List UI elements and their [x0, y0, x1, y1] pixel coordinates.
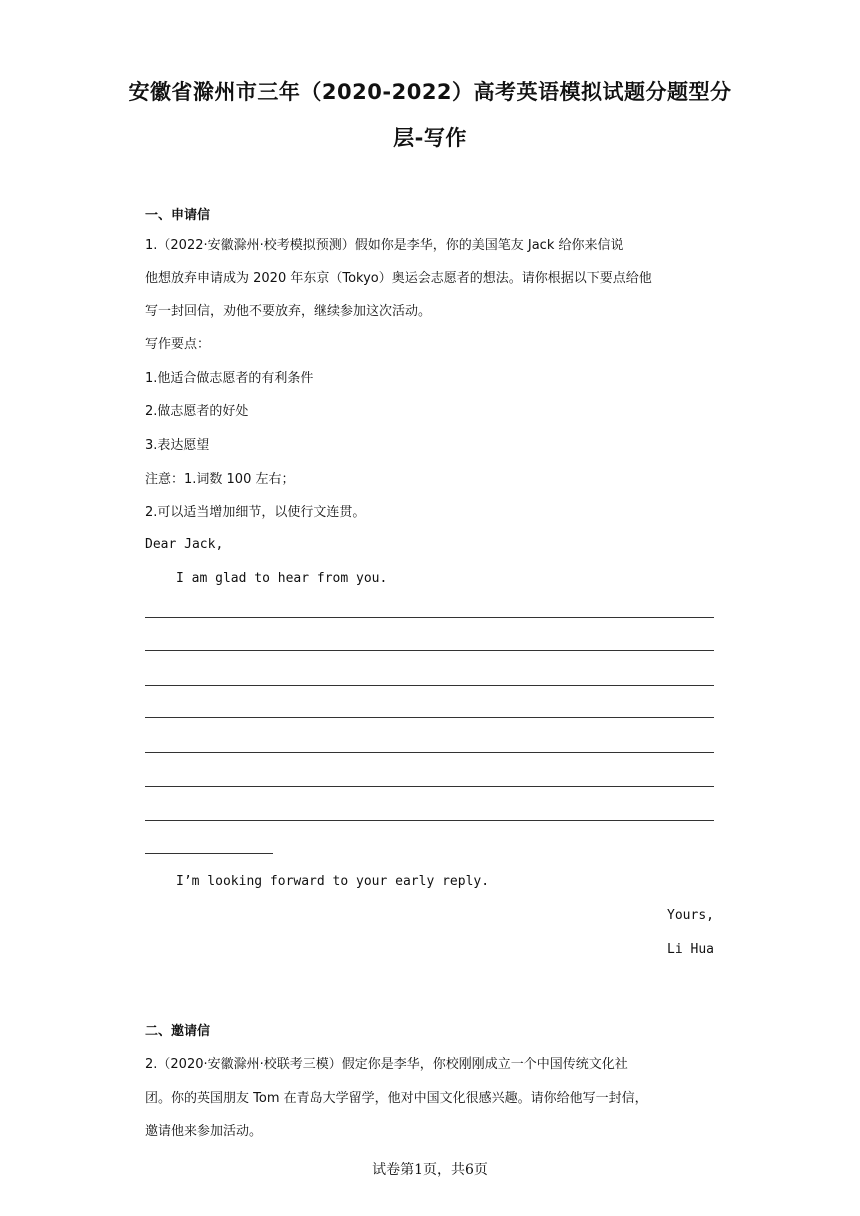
answer-line	[145, 685, 714, 686]
answer-line	[145, 752, 714, 753]
question2-line1: 2.（2020·安徽滁州·校联考三模）假定你是李华，你校刚刚成立一个中国传统文化社	[145, 1057, 628, 1072]
question1-line2: 他想放弃申请成为 2020 年东京（Tokyo）奥运会志愿者的想法。请你根据以下要点给他	[145, 271, 652, 286]
writing-point-2: 2.做志愿者的好处	[145, 404, 249, 419]
letter-signoff: Yours,	[667, 908, 714, 923]
answer-line	[145, 820, 714, 821]
letter-opening: I am glad to hear from you.	[176, 571, 388, 586]
document-title-line2: 层-写作	[393, 126, 467, 150]
answer-line	[145, 650, 714, 651]
section2-heading: 二、邀请信	[145, 1024, 211, 1039]
question1-line3: 写一封回信，劝他不要放弃，继续参加这次活动。	[145, 304, 432, 319]
letter-signature: Li Hua	[667, 942, 714, 957]
question2-line2: 团。你的英国朋友 Tom 在青岛大学留学，他对中国文化很感兴趣。请你给他写一封信，	[145, 1091, 648, 1106]
note-line-1: 注意：1.词数 100 左右；	[145, 472, 295, 487]
answer-line	[145, 617, 714, 618]
section1-heading: 一、申请信	[145, 208, 211, 223]
document-title-line1: 安徽省滁州市三年（2020-2022）高考英语模拟试题分题型分	[128, 80, 732, 104]
answer-line	[145, 717, 714, 718]
writing-point-3: 3.表达愿望	[145, 438, 210, 453]
page-footer: 试卷第1页，共6页	[372, 1162, 488, 1178]
answer-line-short	[145, 853, 273, 854]
letter-closing: I’m looking forward to your early reply.	[176, 874, 490, 889]
writing-points-label: 写作要点：	[145, 337, 211, 352]
answer-line	[145, 786, 714, 787]
letter-salutation: Dear Jack,	[145, 537, 224, 552]
writing-point-1: 1.他适合做志愿者的有利条件	[145, 371, 314, 386]
note-line-2: 2.可以适当增加细节，以使行文连贯。	[145, 505, 366, 520]
question2-line3: 邀请他来参加活动。	[145, 1124, 263, 1139]
question1-line1: 1.（2022·安徽滁州·校考模拟预测）假如你是李华，你的美国笔友 Jack 给你来信说	[145, 238, 624, 253]
